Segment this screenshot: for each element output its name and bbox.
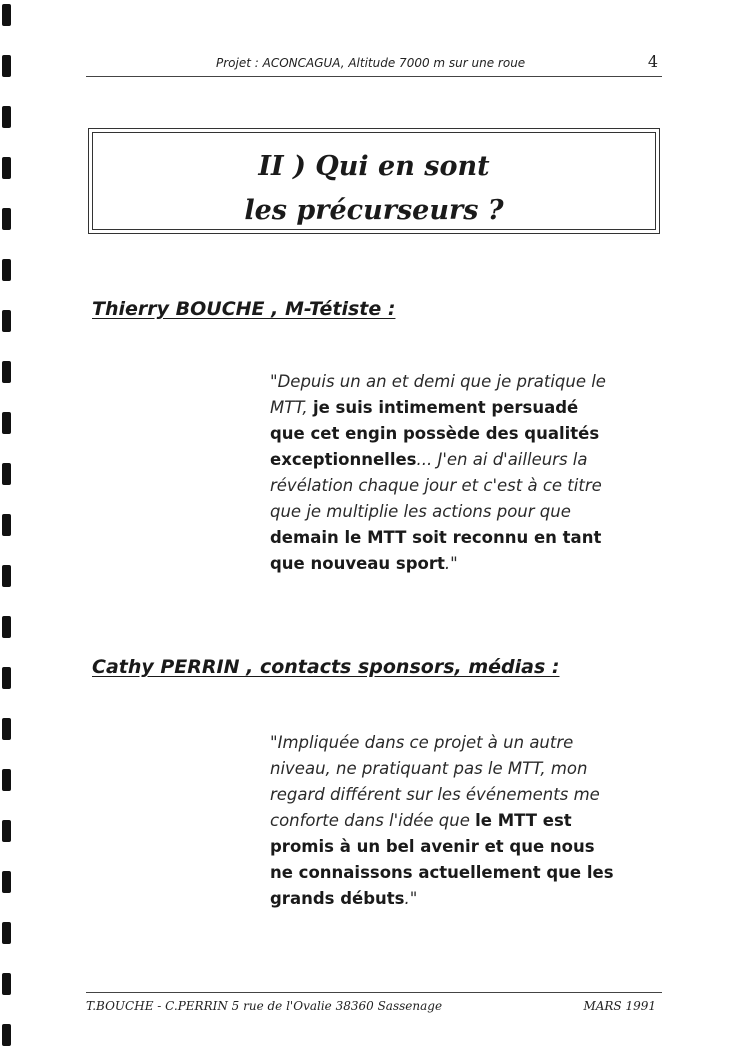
quote-text: niveau, ne pratiquant pas le MTT, mon: [270, 759, 588, 778]
page-number: 4: [647, 52, 658, 71]
binding-ring: [2, 514, 11, 536]
quote-line: [270, 860, 680, 886]
binding-ring: [2, 718, 11, 740]
quote-text: "Impliquée dans ce projet à un autre: [270, 733, 574, 752]
quote-text: .": [404, 889, 418, 908]
quote-bold-text: promis à un bel avenir et que nous: [270, 837, 595, 856]
quote-line: [270, 369, 680, 395]
footer-address: T.BOUCHE - C.PERRIN 5 rue de l'Ovalie 38360 Sassenage: [86, 999, 443, 1013]
binding-ring: [2, 616, 11, 638]
quote-text: "Depuis un an et demi que je pratique le: [270, 372, 606, 391]
quote-line: [270, 447, 680, 473]
quote-bold-text: je suis intimement persuadé: [312, 398, 579, 417]
quote-line: [270, 473, 680, 499]
quote-line: [270, 421, 680, 447]
page-header: [86, 52, 662, 77]
binding-ring: [2, 973, 11, 995]
footer-date: MARS 1991: [583, 999, 656, 1013]
binding-ring: [2, 208, 11, 230]
chapter-title-box: [88, 128, 660, 234]
binding-ring: [2, 667, 11, 689]
quote-line: [270, 756, 680, 782]
binding-ring: [2, 412, 11, 434]
quote-line: [270, 782, 680, 808]
quote-bold-text: grands débuts: [270, 889, 405, 908]
quote-text: que je multiplie les actions pour que: [270, 502, 571, 521]
header-title: Projet : ACONCAGUA, Altitude 7000 m sur une roue: [216, 56, 526, 70]
chapter-title-inner-frame: [92, 132, 656, 230]
binding-ring: [2, 4, 11, 26]
quote-text: .": [444, 554, 458, 573]
quote-bold-text: que nouveau sport: [270, 554, 445, 573]
binding-ring: [2, 565, 11, 587]
page-footer: [86, 992, 662, 1023]
section-heading-cathy: Cathy PERRIN , contacts sponsors, médias :: [92, 656, 560, 678]
section-heading-thierry: Thierry BOUCHE , M-Tétiste :: [92, 298, 396, 320]
quote-line: [270, 730, 680, 756]
quote-text: ... J'en ai d'ailleurs la: [416, 450, 588, 469]
binding-ring: [2, 157, 11, 179]
binding-ring: [2, 463, 11, 485]
quote-line: [270, 551, 680, 577]
quote-text: conforte dans l'idée que: [270, 811, 476, 830]
quote-text: MTT,: [270, 398, 313, 417]
chapter-title-line-1: II ) Qui en sont: [258, 151, 490, 182]
binding-ring: [2, 871, 11, 893]
binding-ring: [2, 361, 11, 383]
binding-ring: [2, 769, 11, 791]
quote-bold-text: le MTT est: [475, 811, 572, 830]
binding-ring: [2, 259, 11, 281]
quote-text: révélation chaque jour et c'est à ce titre: [270, 476, 602, 495]
quote-line: [270, 886, 680, 912]
chapter-title-line-2: les précurseurs ?: [244, 195, 504, 226]
quote-text: regard différent sur les événements me: [270, 785, 600, 804]
quote-bold-text: ne connaissons actuellement que les: [270, 863, 614, 882]
binding-ring: [2, 1024, 11, 1046]
quote-line: [270, 499, 680, 525]
quote-line: [270, 834, 680, 860]
binding-ring: [2, 922, 11, 944]
binding-ring: [2, 106, 11, 128]
quote-thierry: [270, 369, 680, 577]
quote-line: [270, 808, 680, 834]
binding-ring: [2, 55, 11, 77]
quote-bold-text: demain le MTT soit reconnu en tant: [270, 528, 602, 547]
spiral-binding: [0, 0, 12, 1044]
quote-bold-text: exceptionnelles: [270, 450, 417, 469]
binding-ring: [2, 820, 11, 842]
binding-ring: [2, 310, 11, 332]
quote-line: [270, 395, 680, 421]
quote-bold-text: que cet engin possède des qualités: [270, 424, 600, 443]
quote-line: [270, 525, 680, 551]
quote-cathy: [270, 730, 680, 912]
